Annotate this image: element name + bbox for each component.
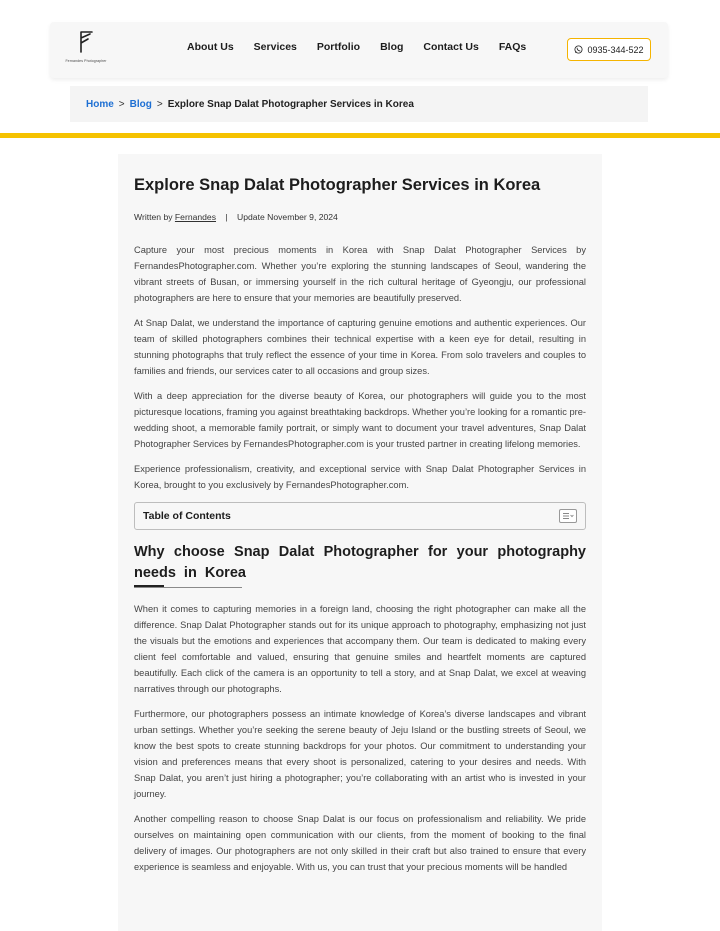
logo-mark-icon: [77, 30, 95, 54]
heading-underline: [134, 585, 242, 589]
site-header: [50, 22, 668, 78]
main-nav: [187, 41, 546, 53]
intro-paragraph: With a deep appreciation for the diverse beauty of Korea, our photographers will guide you to the most picturesque locations, framing you against breathtaking backdrops. Whether you’re looking for a romantic pre-wedding shoot, a memorable family portrait, or simply want to document your travel adventures, Snap Dalat Photographer Services by FernandesPhotographer.com is your trusted partner in creating lifelong memories.: [134, 391, 586, 449]
byline: [134, 212, 586, 222]
nav-blog[interactable]: Blog: [380, 41, 404, 53]
article-card: [118, 154, 602, 931]
nav-about-us[interactable]: About Us: [187, 41, 234, 53]
nav-faqs[interactable]: FAQs: [498, 41, 527, 53]
toc-title: Table of Contents: [143, 510, 231, 522]
breadcrumb-separator: >: [156, 98, 163, 110]
logo-text: Fernandes Photographer: [65, 59, 107, 63]
section-heading: Why choose Snap Dalat Photographer for your photography needs in Korea: [134, 544, 586, 581]
accent-divider: [0, 133, 720, 138]
breadcrumb-blog[interactable]: Blog: [129, 98, 152, 110]
breadcrumb: [70, 86, 648, 122]
site-logo[interactable]: [58, 30, 114, 70]
phone-button[interactable]: [567, 38, 651, 61]
written-by-label: Written by: [134, 212, 173, 222]
breadcrumb-home[interactable]: Home: [86, 98, 114, 110]
byline-divider: |: [225, 212, 228, 222]
section-paragraph: Another compelling reason to choose Snap Dalat is our focus on professionalism and reliability. We pride ourselves on maintaining open communication with our clients, from the moment of booking to the final delivery of images. Our photographers are not only skilled in their craft but also trained to ensure that every experience is seamless and enjoyable. With us, you can trust that your precious moments will be handled: [134, 814, 586, 872]
section-paragraph: When it comes to capturing memories in a foreign land, choosing the right photographer can make all the difference. Snap Dalat Photographer stands out for its unique approach to photography, emphasizing not just the visuals but the emotions and experiences that accompany them. Our team is dedicated to making every client feel comfortable and valued, ensuring that genuine smiles and heartfelt moments are captured beautifully. Each click of the camera is an opportunity to tell a story, and at Snap Dalat, we excel at weaving narratives through our photographs.: [134, 604, 586, 694]
breadcrumb-current: Explore Snap Dalat Photographer Services in Korea: [167, 98, 414, 110]
nav-services[interactable]: Services: [253, 41, 297, 53]
update-date: Update November 9, 2024: [237, 212, 338, 222]
whatsapp-icon: [574, 45, 583, 54]
nav-contact-us[interactable]: Contact Us: [423, 41, 479, 53]
toc-toggle-button[interactable]: [559, 509, 577, 523]
intro-paragraph: At Snap Dalat, we understand the importance of capturing genuine emotions and authentic experiences. Our team of skilled photographers combines their technical expertise with a keen eye for detail, resulting in stunning photographs that truly reflect the essence of your time in Korea. From solo travelers and couples to families and friends, our services cater to all occasions and group sizes.: [134, 318, 586, 376]
table-of-contents[interactable]: [134, 502, 586, 530]
intro-paragraph: Capture your most precious moments in Korea with Snap Dalat Photographer Services by FernandesPhotographer.com. Whether you’re exploring the stunning landscapes of Seoul, wandering the vibrant streets of Busan, or immersing yourself in the rich cultural heritage of Gyeongju, our professional photographers are here to ensure that your memories are beautifully preserved.: [134, 245, 586, 303]
section-paragraph: Furthermore, our photographers possess an intimate knowledge of Korea’s diverse landscapes and vibrant urban settings. Whether you’re seeking the serene beauty of Jeju Island or the bustling streets of Seoul, we know the best spots to create stunning backdrops for your photos. Our commitment to understanding your vision and preferences means that every shoot is personalized, catering to your desires and needs. With Snap Dalat, you aren’t just hiring a photographer; you’re collaborating with an artist who is invested in your journey.: [134, 709, 586, 799]
list-icon: [562, 512, 574, 520]
page-title: Explore Snap Dalat Photographer Services in Korea: [134, 176, 541, 194]
author-link[interactable]: Fernandes: [174, 212, 217, 222]
breadcrumb-separator: >: [118, 98, 125, 110]
phone-number: 0935-344-522: [587, 44, 644, 55]
nav-portfolio[interactable]: Portfolio: [316, 41, 361, 53]
intro-paragraph: Experience professionalism, creativity, and exceptional service with Snap Dalat Photographer Services in Korea, brought to you exclusively by FernandesPhotographer.com.: [134, 464, 586, 490]
